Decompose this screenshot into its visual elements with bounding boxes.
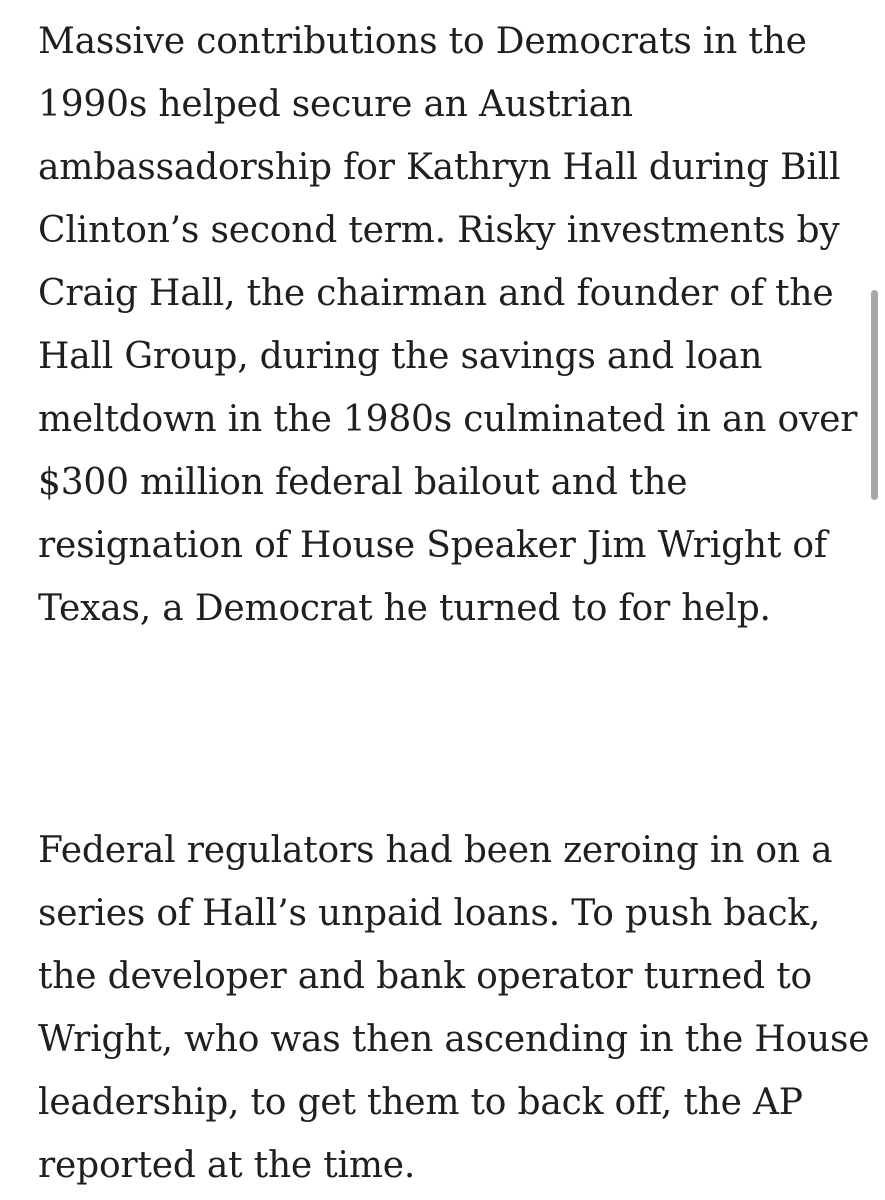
article-paragraph <box>38 10 858 640</box>
paragraph-line: meltdown in the 1980s culminated in an over <box>38 399 858 440</box>
paragraph-line: Massive contributions to Democrats in the <box>38 21 807 62</box>
paragraph-line: $300 million federal bailout and the <box>38 462 688 503</box>
article-paragraph <box>38 819 870 1197</box>
paragraph-line: Wright, who was then ascending in the House <box>38 1019 870 1060</box>
vertical-scrollbar[interactable] <box>863 0 885 1200</box>
paragraph-line: series of Hall’s unpaid loans. To push back, <box>38 893 821 934</box>
paragraph-line: the developer and bank operator turned to <box>38 956 812 997</box>
paragraph-line: resignation of House Speaker Jim Wright of <box>38 525 828 566</box>
paragraph-line: Texas, a Democrat he turned to for help. <box>38 588 771 629</box>
paragraph-line: reported at the time. <box>38 1145 416 1186</box>
paragraph-line: ambassadorship for Kathryn Hall during Bill <box>38 147 841 188</box>
scrollbar-thumb[interactable] <box>871 290 878 500</box>
paragraph-line: Clinton’s second term. Risky investments by <box>38 210 840 251</box>
paragraph-line: leadership, to get them to back off, the AP <box>38 1082 803 1123</box>
paragraph-line: 1990s helped secure an Austrian <box>38 84 633 125</box>
paragraph-line: Craig Hall, the chairman and founder of the <box>38 273 834 314</box>
paragraph-line: Federal regulators had been zeroing in on a <box>38 830 833 871</box>
paragraph-line: Hall Group, during the savings and loan <box>38 336 763 377</box>
